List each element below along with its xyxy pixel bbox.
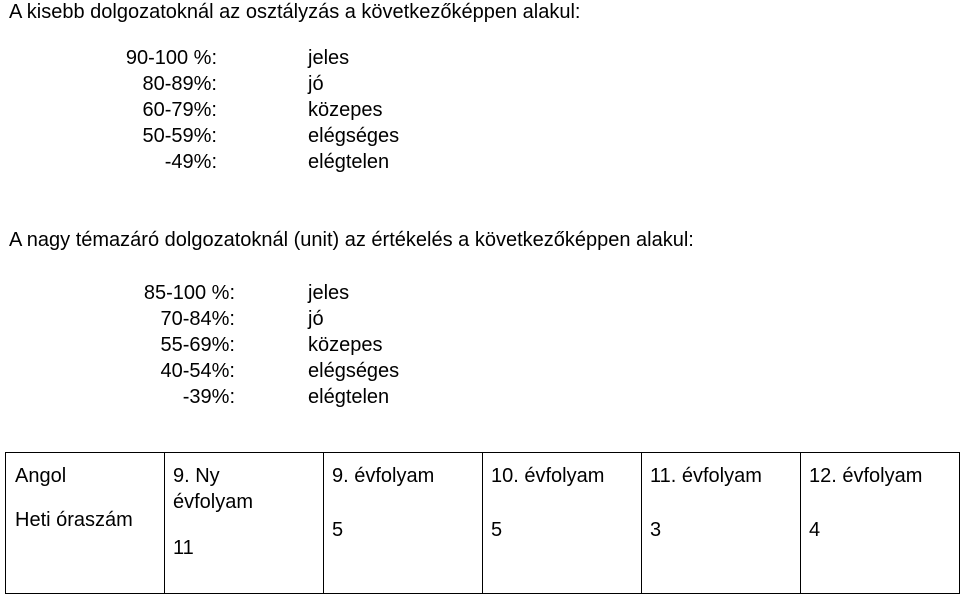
grade-mark: közepes: [308, 99, 383, 121]
grade-row: [110, 97, 530, 123]
hours-value: 3: [650, 519, 662, 541]
grade-mark: jeles: [308, 282, 350, 304]
grade-row: [110, 149, 530, 175]
grade-range: 55-69%:: [160, 334, 235, 356]
table-row: [6, 453, 960, 594]
grade-range: 60-79%:: [142, 99, 217, 121]
column-header: 10. évfolyam: [491, 465, 605, 487]
grade-row: [110, 358, 530, 384]
hours-value: 4: [809, 519, 821, 541]
table-cell-grade-9: [324, 453, 483, 594]
column-header: 11. évfolyam: [650, 465, 762, 487]
column-header-line2: évfolyam: [173, 491, 254, 513]
grade-row: [110, 71, 530, 97]
table-cell-grade-10: [483, 453, 642, 594]
grade-row: [110, 384, 530, 410]
grade-mark: jó: [308, 308, 324, 330]
grade-mark: elégséges: [308, 125, 400, 147]
hours-value: 5: [491, 519, 503, 541]
grade-row: [110, 332, 530, 358]
grade-scale-large: [110, 280, 530, 410]
grade-range: 50-59%:: [142, 125, 217, 147]
grade-mark: jó: [308, 73, 324, 95]
grade-range: 70-84%:: [160, 308, 235, 330]
grade-row: [110, 306, 530, 332]
grade-mark: elégtelen: [308, 151, 390, 173]
grade-row: [110, 123, 530, 149]
table-cell-grade-9ny: [165, 453, 324, 594]
grade-range: 90-100 %:: [125, 47, 217, 69]
grade-mark: elégtelen: [308, 386, 390, 408]
column-header: 9. évfolyam: [332, 465, 435, 487]
grade-mark: közepes: [308, 334, 383, 356]
grade-range: 40-54%:: [160, 360, 235, 382]
intro-large-tests: A nagy témazáró dolgozatoknál (unit) az értékelés a következőképpen alakul:: [9, 229, 694, 251]
grade-range: 85-100 %:: [143, 282, 235, 304]
grade-mark: jeles: [308, 47, 350, 69]
subject-label: Angol: [15, 465, 67, 487]
table-cell-grade-11: [642, 453, 801, 594]
grade-row: [110, 280, 530, 306]
grade-range: 80-89%:: [142, 73, 217, 95]
grade-mark: elégséges: [308, 360, 400, 382]
table-cell-grade-12: [801, 453, 960, 594]
hours-value: 11: [173, 537, 194, 559]
grade-range: -39%:: [182, 386, 235, 408]
column-header: 9. Ny: [173, 465, 220, 487]
hours-value: 5: [332, 519, 344, 541]
grade-row: [110, 45, 530, 71]
intro-small-tests: A kisebb dolgozatoknál az osztályzás a következőképpen alakul:: [9, 1, 581, 23]
weekly-hours-label: Heti óraszám: [15, 509, 133, 531]
column-header: 12. évfolyam: [809, 465, 923, 487]
weekly-hours-table: [5, 452, 960, 594]
table-cell-subject: [6, 453, 165, 594]
grade-range: -49%:: [164, 151, 217, 173]
grade-scale-small: [110, 45, 530, 175]
